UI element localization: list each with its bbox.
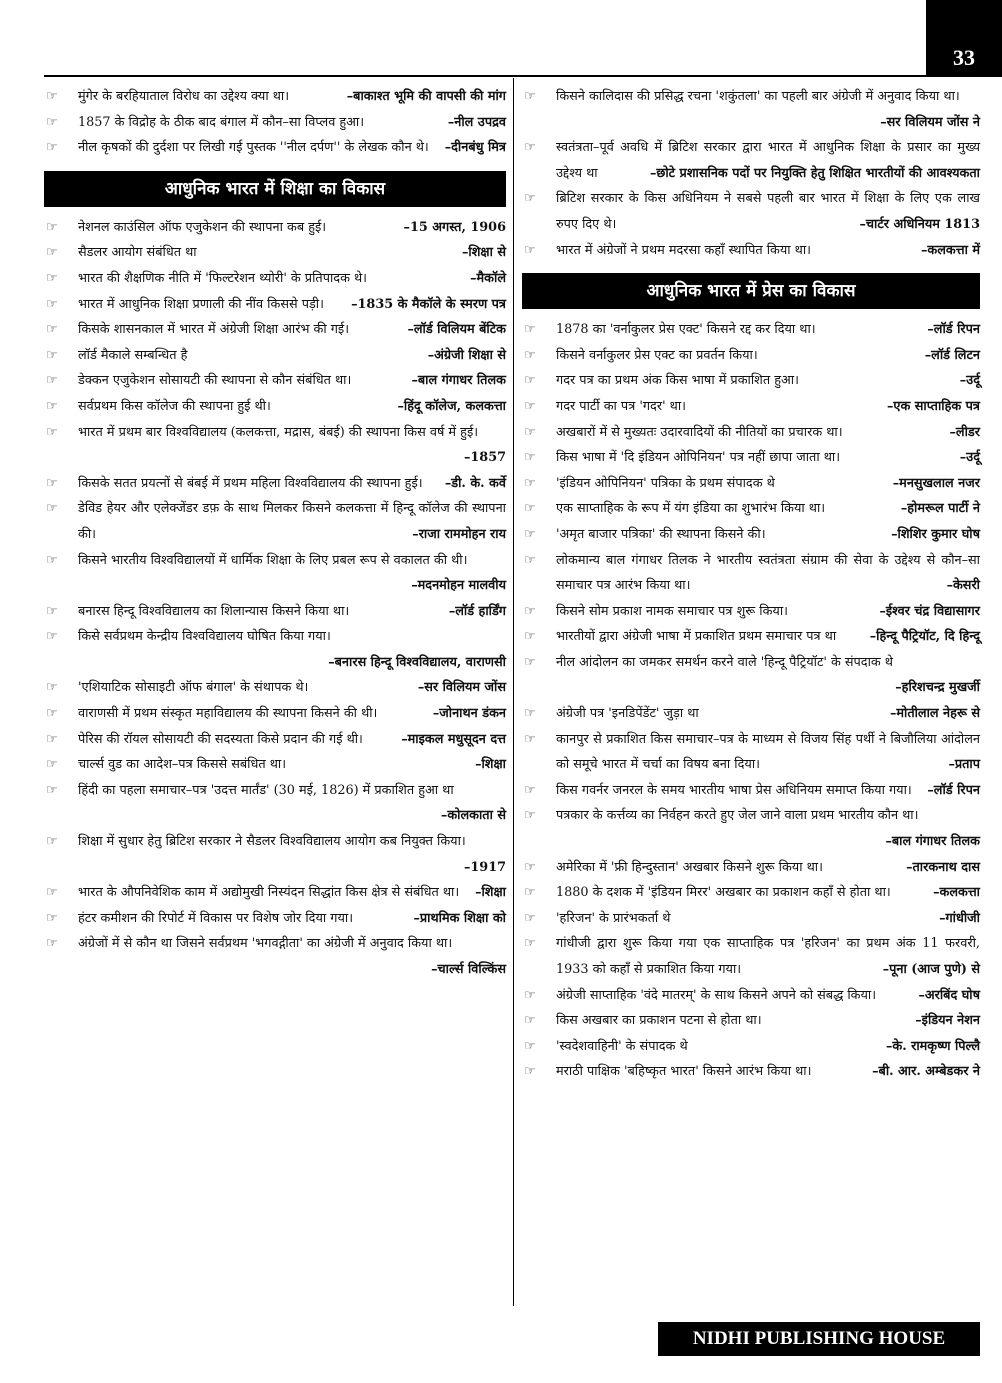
- qa-item: [44, 266, 506, 292]
- qa-item: [522, 803, 980, 854]
- question-text: भारत में आधुनिक शिक्षा प्रणाली की नींव किससे पड़ी।: [78, 296, 324, 312]
- answer-text: –नील उपद्रव: [447, 114, 506, 130]
- question-text: पत्रकार के कर्त्तव्य का निर्वहन करते हुए जेल जाने वाला प्रथम भारतीय कौन था।: [556, 808, 919, 824]
- question-text: किसके शासनकाल में भारत में अंग्रेजी शिक्षा आरंभ की गई।: [78, 322, 350, 338]
- pointing-hand-icon: ☞: [46, 885, 58, 901]
- question-text: सैडलर आयोग संबंधित था: [78, 245, 197, 261]
- question-text: 'एशियाटिक सोसाइटी ऑफ बंगाल' के संथापक थे।: [78, 680, 309, 696]
- question-text: शिक्षा में सुधार हेतु ब्रिटिश सरकार ने सैडलर विश्वविद्यालय आयोग कब नियुक्त किया।: [78, 834, 466, 850]
- answer-text: –हरिशचन्द्र मुखर्जी: [895, 680, 980, 696]
- qa-item: [522, 420, 980, 446]
- question-text: भारत के औपनिवेशिक काम में अद्योमुखी निस्यंदन सिद्धांत किस क्षेत्र से संबंधित था।: [78, 885, 460, 901]
- answer-text: –अरबिंद घोष: [918, 987, 980, 1003]
- qa-item: [44, 368, 506, 394]
- question-text: अखबारों में से मुख्यतः उदारवादियों की नीतियों का प्रचारक था।: [556, 424, 843, 440]
- question-text: 'इंडियन ओपिनियन' पत्रिका के प्रथम संपादक थे: [556, 475, 775, 491]
- right-items-b: [522, 317, 980, 1085]
- question-text: नील कृषकों की दुर्दशा पर लिखी गई पुस्तक ''नील दर्पण'' के लेखक कौन थे।: [78, 140, 429, 156]
- question-text: डेक्कन एजुकेशन सोसायटी की स्थापना से कौन संबंधित था।: [78, 373, 352, 389]
- answer-text: –केसरी: [946, 578, 980, 594]
- question-text: मराठी पाक्षिक 'बहिष्कृत भारत' किसने आरंभ किया था।: [556, 1064, 812, 1080]
- answer-text: –चार्ल्स विल्किंस: [431, 962, 506, 977]
- qa-item: [522, 238, 980, 264]
- qa-item: [44, 343, 506, 369]
- pointing-hand-icon: ☞: [46, 936, 58, 952]
- answer-text: –बाल गंगाधर तिलक: [885, 834, 980, 850]
- pointing-hand-icon: ☞: [524, 1064, 536, 1080]
- pointing-hand-icon: ☞: [46, 245, 58, 261]
- qa-item: [522, 548, 980, 599]
- question-text: भारतीयों द्वारा अंग्रेजी भाषा में प्रकाशित प्रथम समाचार पत्र था: [556, 629, 837, 645]
- answer-text: –शिक्षा: [475, 885, 506, 901]
- question-text: वाराणसी में प्रथम संस्कृत महाविद्यालय की स्थापना किसने की थी।: [78, 706, 378, 722]
- answer-text: –मैकॉले: [470, 270, 506, 286]
- answer-text: –प्राथमिक शिक्षा को: [413, 910, 506, 926]
- left-items-a: [44, 84, 506, 161]
- pointing-hand-icon: ☞: [46, 296, 58, 312]
- qa-item: [44, 829, 506, 880]
- qa-item: [522, 343, 980, 369]
- qa-item: [44, 84, 506, 110]
- answer-text: –तारकनाथ दास: [906, 859, 980, 875]
- question-text: डेविड हेयर और एलेक्जेंडर डफ़ के साथ मिलकर किसने कलकत्ता में हिन्दू कॉलेज की स्थापना की।: [78, 501, 506, 542]
- question-text: भारत में अंग्रेजों ने प्रथम मदरसा कहाँ स्थापित किया था।: [556, 242, 812, 258]
- answer-text: –मनसुखलाल नजर: [892, 475, 980, 491]
- publisher-footer: NIDHI PUBLISHING HOUSE: [658, 1322, 980, 1356]
- pointing-hand-icon: ☞: [524, 910, 536, 926]
- question-text: पेरिस की रॉयल सोसायटी की सदस्यता किसे प्रदान की गई थी।: [78, 731, 363, 747]
- question-text: भारत की शैक्षणिक नीति में 'फिल्टरेशन थ्योरी' के प्रतिपादक थे।: [78, 270, 367, 286]
- qa-item: [44, 701, 506, 727]
- qa-item: [44, 471, 506, 497]
- pointing-hand-icon: ☞: [524, 808, 536, 824]
- qa-item: [522, 650, 980, 701]
- pointing-hand-icon: ☞: [524, 475, 536, 491]
- answer-text: –होमरूल पार्टी ने: [900, 501, 980, 517]
- question-text: किसे सर्वप्रथम केन्द्रीय विश्वविद्यालय घोषित किया गया।: [78, 629, 331, 645]
- answer-text: –शिक्षा से: [461, 245, 506, 261]
- pointing-hand-icon: ☞: [524, 242, 536, 258]
- qa-item: [44, 599, 506, 625]
- pointing-hand-icon: ☞: [46, 89, 58, 104]
- pointing-hand-icon: ☞: [524, 322, 536, 338]
- answer-text: –मदनमोहन मालवीय: [411, 578, 506, 594]
- qa-item: [522, 880, 980, 906]
- pointing-hand-icon: ☞: [46, 373, 58, 389]
- question-text: हिंदी का पहला समाचार–पत्र 'उदत्त मार्तंड' (30 मई, 1826) में प्रकाशित हुआ था: [78, 782, 454, 798]
- question-text: गांधीजी द्वारा शुरू किया गया एक साप्ताहिक पत्र 'हरिजन' का प्रथम अंक 11 फरवरी, 1933 को कहाँ से प्रकाशित किया गया।: [556, 936, 980, 977]
- qa-item: [522, 701, 980, 727]
- answer-text: –लॉर्ड हार्डिंग: [448, 603, 506, 619]
- answer-text: –गांधीजी: [939, 910, 980, 926]
- answer-text: –लीडर: [949, 424, 980, 440]
- qa-item: [522, 135, 980, 186]
- pointing-hand-icon: ☞: [524, 89, 536, 104]
- answer-text: –बी. आर. अम्बेडकर ने: [872, 1064, 980, 1080]
- pointing-hand-icon: ☞: [524, 987, 536, 1003]
- question-text: 'स्वदेशवाहिनी' के संपादक थे: [556, 1038, 688, 1054]
- answer-text: –कलकत्ता में: [921, 242, 980, 258]
- left-items-b: [44, 215, 506, 983]
- qa-item: [522, 599, 980, 625]
- column-divider: [513, 78, 514, 1306]
- qa-item: [522, 983, 980, 1009]
- pointing-hand-icon: ☞: [524, 936, 536, 952]
- question-text: चार्ल्स वुड का आदेश–पत्र किससे सबंधित था।: [78, 757, 287, 773]
- qa-item: [44, 880, 506, 906]
- pointing-hand-icon: ☞: [46, 475, 58, 491]
- qa-item: [44, 727, 506, 753]
- answer-text: –के. रामकृष्ण पिल्लै: [885, 1038, 980, 1054]
- qa-item: [522, 368, 980, 394]
- question-text: 1857 के विद्रोह के ठीक बाद बंगाल में कौन–सा विप्लव हुआ।: [78, 114, 365, 130]
- qa-item: [522, 186, 980, 237]
- pointing-hand-icon: ☞: [524, 706, 536, 722]
- question-text: बनारस हिन्दू विश्वविद्यालय का शिलान्यास किसने किया था।: [78, 603, 350, 619]
- pointing-hand-icon: ☞: [524, 140, 536, 156]
- qa-item: [44, 110, 506, 136]
- answer-text: –दीनबंधु मित्र: [444, 140, 506, 156]
- question-text: किसने कालिदास की प्रसिद्ध रचना 'शकुंतला' का पहली बार अंग्रेजी में अनुवाद किया था।: [556, 89, 960, 104]
- qa-item: [44, 778, 506, 829]
- pointing-hand-icon: ☞: [524, 191, 536, 207]
- pointing-hand-icon: ☞: [46, 834, 58, 850]
- answer-text: –बाल गंगाधर तिलक: [411, 373, 506, 389]
- qa-item: [44, 496, 506, 547]
- qa-item: [44, 135, 506, 161]
- qa-item: [44, 215, 506, 241]
- qa-item: [44, 675, 506, 701]
- qa-item: [522, 727, 980, 778]
- pointing-hand-icon: ☞: [524, 398, 536, 414]
- answer-text: –सर विलियम जोंस ने: [880, 114, 980, 130]
- question-text: किसने सोम प्रकाश नामक समाचार पत्र शुरू किया।: [556, 603, 789, 619]
- pointing-hand-icon: ☞: [46, 424, 58, 440]
- qa-item: [522, 906, 980, 932]
- pointing-hand-icon: ☞: [46, 398, 58, 414]
- question-text: गदर पत्र का प्रथम अंक किस भाषा में प्रकाशित हुआ।: [556, 373, 799, 389]
- qa-item: [522, 84, 980, 135]
- question-text: अंग्रेजी साप्ताहिक 'वंदे मातरम्' के साथ किसने अपने को संबद्ध किया।: [556, 987, 877, 1003]
- answer-text: –ईश्वर चंद्र विद्यासागर: [879, 603, 980, 619]
- answer-text: –हिन्दू पैट्रियॉट, दि हिन्दू: [869, 629, 980, 645]
- qa-item: [522, 394, 980, 420]
- pointing-hand-icon: ☞: [524, 654, 536, 670]
- answer-text: –लॉर्ड रिपन: [927, 782, 980, 798]
- answer-text: –कोलकाता से: [440, 808, 506, 824]
- answer-text: –मोतीलाल नेहरू से: [889, 706, 980, 722]
- question-text: 1878 का 'वर्नाकुलर प्रेस एक्ट' किसने रद्द कर दिया था।: [556, 322, 816, 338]
- qa-item: [522, 931, 980, 982]
- pointing-hand-icon: ☞: [46, 270, 58, 286]
- qa-item: [44, 931, 506, 982]
- question-text: अंग्रेजी पत्र 'इनडिपेंडेंट' जुड़ा था: [556, 706, 699, 722]
- qa-item: [522, 1059, 980, 1085]
- pointing-hand-icon: ☞: [46, 347, 58, 363]
- page-number: 33: [926, 0, 1002, 77]
- question-text: किसके सतत प्रयत्नों से बंबई में प्रथम महिला विश्वविद्यालय की स्थापना हुई।: [78, 475, 423, 491]
- answer-text: –राजा राममोहन राय: [412, 526, 506, 542]
- pointing-hand-icon: ☞: [46, 706, 58, 722]
- pointing-hand-icon: ☞: [46, 731, 58, 747]
- answer-text: –एक साप्ताहिक पत्र: [887, 398, 980, 414]
- question-text: अंग्रेजों में से कौन था जिसने सर्वप्रथम 'भगवद्गीता' का अंग्रेजी में अनुवाद किया था।: [78, 936, 453, 952]
- qa-item: [44, 906, 506, 932]
- question-text: स्वतंत्रता–पूर्व अवधि में ब्रिटिश सरकार द्वारा भारत में आधुनिक शिक्षा के प्रसार का मुख्य उद्देश्य था: [556, 140, 980, 181]
- answer-text: –सर विलियम जोंस: [417, 680, 506, 696]
- question-text: एक साप्ताहिक के रूप में यंग इंडिया का शुभारंभ किया था।: [556, 501, 826, 517]
- pointing-hand-icon: ☞: [46, 757, 58, 773]
- answer-text: –हिंदू कॉलेज, कलकत्ता: [397, 398, 506, 414]
- question-text: ब्रिटिश सरकार के किस अधिनियम ने सबसे पहली बार भारत में शिक्षा के लिए एक लाख रुपए दिए थे।: [556, 191, 980, 232]
- question-text: नेशनल काउंसिल ऑफ एजुकेशन की स्थापना कब हुई।: [78, 219, 327, 235]
- answer-text: –लॉर्ड लिटन: [924, 347, 980, 363]
- answer-text: –1835 के मैकॉले के स्मरण पत्र: [351, 296, 506, 312]
- answer-text: –शिशिर कुमार घोष: [891, 526, 980, 542]
- answer-text: –बाकाश्त भूमि की वापसी की मांग: [346, 89, 506, 104]
- qa-item: [522, 445, 980, 471]
- question-text: भारत में प्रथम बार विश्वविद्यालय (कलकत्ता, मद्रास, बंबई) की स्थापना किस वर्ष में हुई।: [78, 424, 479, 440]
- question-text: गदर पार्टी का पत्र 'गदर' था।: [556, 398, 687, 414]
- answer-text: –चार्टर अधिनियम 1813: [859, 216, 980, 232]
- answer-text: –15 अगस्त, 1906: [403, 219, 506, 235]
- answer-text: –बनारस हिन्दू विश्वविद्यालय, वाराणसी: [328, 654, 506, 670]
- pointing-hand-icon: ☞: [46, 680, 58, 696]
- pointing-hand-icon: ☞: [524, 347, 536, 363]
- pointing-hand-icon: ☞: [524, 424, 536, 440]
- qa-item: [44, 752, 506, 778]
- qa-item: [522, 855, 980, 881]
- question-text: किस भाषा में 'दि इंडियन ओपिनियन' पत्र नहीं छापा जाता था।: [556, 450, 841, 466]
- answer-text: –छोटे प्रशासनिक पदों पर नियुक्ति हेतु शिक्षित भारतीयों की आवश्यकता: [649, 165, 980, 181]
- question-text: कानपुर से प्रकाशित किस समाचार–पत्र के माध्यम से विजय सिंह पर्थी ने बिजौलिया आंदोलन को समूचे भारत में चर्चा का विषय बना दिया।: [556, 731, 980, 773]
- pointing-hand-icon: ☞: [46, 219, 58, 235]
- top-rule: [44, 75, 1002, 77]
- pointing-hand-icon: ☞: [46, 782, 58, 798]
- pointing-hand-icon: ☞: [524, 885, 536, 901]
- answer-text: –जोनाथन डंकन: [432, 706, 506, 722]
- qa-item: [522, 778, 980, 804]
- question-text: 'हरिजन' के प्रारंभकर्ता थे: [556, 910, 671, 926]
- pointing-hand-icon: ☞: [524, 373, 536, 389]
- question-text: नील आंदोलन का जमकर समर्थन करने वाले 'हिन्दू पैट्रियॉट' के संपदाक थे: [556, 654, 893, 670]
- pointing-hand-icon: ☞: [524, 859, 536, 875]
- question-text: हंटर कमीशन की रिपोर्ट में विकास पर विशेष जोर दिया गया।: [78, 910, 354, 926]
- qa-item: [522, 317, 980, 343]
- qa-item: [44, 420, 506, 471]
- pointing-hand-icon: ☞: [524, 629, 536, 645]
- pointing-hand-icon: ☞: [524, 603, 536, 619]
- pointing-hand-icon: ☞: [524, 1038, 536, 1054]
- answer-text: –अंग्रेजी शिक्षा से: [427, 347, 506, 363]
- qa-item: [522, 522, 980, 548]
- answer-text: –लॉर्ड रिपन: [927, 322, 980, 338]
- pointing-hand-icon: ☞: [524, 552, 536, 568]
- qa-item: [44, 317, 506, 343]
- pointing-hand-icon: ☞: [46, 140, 58, 156]
- answer-text: –इंडियन नेशन: [915, 1013, 980, 1029]
- qa-item: [44, 292, 506, 318]
- answer-text: –डी. के. कर्वे: [444, 475, 506, 491]
- answer-text: –1917: [463, 859, 506, 875]
- answer-text: –1857: [463, 450, 506, 466]
- question-text: किस अखबार का प्रकाशन पटना से होता था।: [556, 1013, 762, 1029]
- pointing-hand-icon: ☞: [46, 114, 58, 130]
- qa-item: [522, 496, 980, 522]
- qa-item: [44, 624, 506, 675]
- qa-item: [44, 548, 506, 599]
- pointing-hand-icon: ☞: [46, 629, 58, 645]
- answer-text: –प्रताप: [948, 757, 980, 773]
- pointing-hand-icon: ☞: [524, 526, 536, 542]
- question-text: लोकमान्य बाल गंगाधर तिलक ने भारतीय स्वतंत्रता संग्राम की सेवा के उद्देश्य से कौन–सा समाचार पत्र आरंभ किया था।: [556, 552, 980, 594]
- left-column: [44, 84, 506, 983]
- qa-item: [522, 1034, 980, 1060]
- question-text: किसने भारतीय विश्वविद्यालयों में धार्मिक शिक्षा के लिए प्रबल रूप से वकालत की थी।: [78, 552, 468, 568]
- pointing-hand-icon: ☞: [524, 731, 536, 747]
- qa-item: [44, 394, 506, 420]
- pointing-hand-icon: ☞: [46, 501, 58, 517]
- question-text: किस गवर्नर जनरल के समय भारतीय भाषा प्रेस अधिनियम समाप्त किया गया।: [556, 782, 912, 798]
- pointing-hand-icon: ☞: [46, 552, 58, 568]
- qa-item: [522, 624, 980, 650]
- pointing-hand-icon: ☞: [524, 1013, 536, 1029]
- pointing-hand-icon: ☞: [524, 782, 536, 798]
- qa-item: [522, 1008, 980, 1034]
- qa-item: [522, 471, 980, 497]
- question-text: 'अमृत बाजार पत्रिका' की स्थापना किसने की।: [556, 526, 766, 542]
- question-text: अमेरिका में 'फ्री हिन्दुस्तान' अखबार किसने शुरू किया था।: [556, 859, 823, 875]
- answer-text: –उर्दू: [959, 373, 980, 389]
- pointing-hand-icon: ☞: [46, 322, 58, 338]
- question-text: 1880 के दशक में 'इंडियन मिरर' अखबार का प्रकाशन कहाँ से होता था।: [556, 885, 891, 901]
- pointing-hand-icon: ☞: [46, 603, 58, 619]
- right-column: [522, 84, 980, 1085]
- pointing-hand-icon: ☞: [46, 910, 58, 926]
- question-text: लॉर्ड मैकाले सम्बन्धित है: [78, 347, 188, 363]
- answer-text: –उर्दू: [959, 450, 980, 466]
- right-items-a: [522, 84, 980, 263]
- answer-text: –कलकत्ता: [933, 885, 980, 901]
- section-title-education: आधुनिक भारत में शिक्षा का विकास: [44, 171, 506, 207]
- pointing-hand-icon: ☞: [524, 501, 536, 517]
- answer-text: –पूना (आज पुणे) से: [882, 962, 980, 977]
- question-text: मुंगेर के बरहियाताल विरोध का उद्देश्य क्या था।: [78, 89, 290, 104]
- qa-item: [44, 240, 506, 266]
- answer-text: –लॉर्ड विलियम बेंटिक: [407, 322, 506, 338]
- answer-text: –माइकल मधुसूदन दत्त: [401, 731, 506, 747]
- section-title-press: आधुनिक भारत में प्रेस का विकास: [522, 273, 980, 309]
- question-text: सर्वप्रथम किस कॉलेज की स्थापना हुई थी।: [78, 398, 271, 414]
- answer-text: –शिक्षा: [475, 757, 506, 773]
- question-text: किसने वर्नाकुलर प्रेस एक्ट का प्रवर्तन किया।: [556, 347, 758, 363]
- pointing-hand-icon: ☞: [524, 450, 536, 466]
